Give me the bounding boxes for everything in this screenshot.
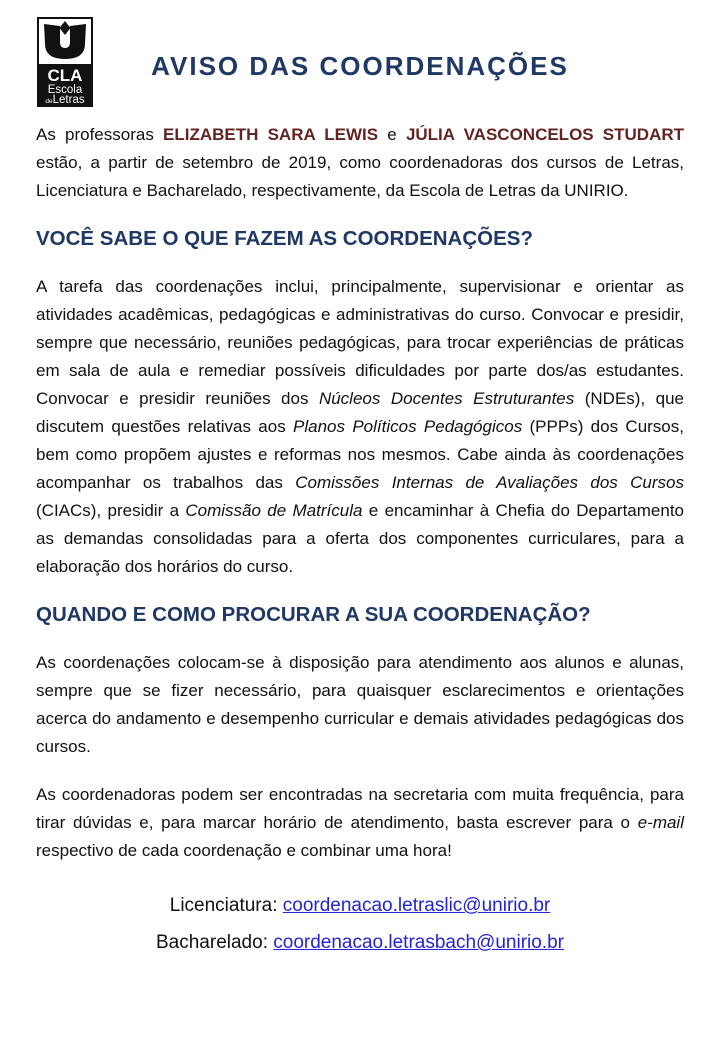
duties-run-2: (PPPs) dos Cursos, bem como propõem ajustes e reformas nos mesmos. Cabe ainda às coordenações acompanhar os trabalhos das — [36, 417, 684, 492]
term-email: e-mail — [637, 813, 684, 832]
professor-name-2: JÚLIA VASCONCELOS STUDART — [405, 125, 685, 144]
svg-text:CLA: CLA — [47, 66, 83, 85]
section-heading-what-coordinations-do: VOCÊ SABE O QUE FAZEM AS COORDENAÇÕES? — [36, 227, 533, 250]
bacharelado-email-link[interactable]: coordenacao.letrasbach@unirio.br — [273, 932, 564, 953]
intro-run-1: e — [378, 125, 406, 144]
duties-run-3: (CIACs), presidir a — [36, 501, 186, 520]
duties-run-0: A tarefa das coordenações inclui, principalmente, supervisionar e orientar as atividades acadêmicas, pedagógicas e administrativas do curso. Convocar e presidir, sempre que necessário, reuniões pedagógicas, para trocar experiências de práticas em sala de aula e remediar possíveis dificuldades por parte dos/as estudantes. Convocar e presidir reuniões dos — [36, 277, 684, 408]
intro-paragraph — [36, 121, 684, 205]
contact-emails — [36, 887, 684, 961]
term-comissoes-internas: Comissões Internas de Avaliações dos Cursos — [295, 473, 684, 492]
licenciatura-email-link[interactable]: coordenacao.letraslic@unirio.br — [282, 895, 551, 916]
page-title: AVISO DAS COORDENAÇÕES — [151, 51, 569, 81]
svg-text:Escola: Escola — [47, 84, 83, 96]
bacharelado-label: Bacharelado: — [156, 932, 274, 953]
term-comissao-matricula: Comissão de Matrícula — [185, 501, 363, 520]
coordination-duties-paragraph — [36, 273, 684, 581]
schedule-run-1: respectivo de cada coordenação e combinar uma hora! — [36, 841, 452, 860]
term-planos-politicos: Planos Políticos Pedagógicos — [293, 417, 523, 436]
licenciatura-label: Licenciatura: — [169, 895, 283, 916]
section-heading-when-how-to-contact: QUANDO E COMO PROCURAR A SUA COORDENAÇÃO? — [36, 603, 591, 626]
intro-run-2: estão, a partir de setembro de 2019, como coordenadoras dos cursos de Letras, Licenciatura e Bacharelado, respectivamente, da Escola de Letras da UNIRIO. — [36, 153, 684, 200]
licenciatura-contact-line — [36, 887, 684, 924]
svg-text:deLetras: deLetras — [45, 94, 85, 106]
bacharelado-contact-line — [36, 924, 684, 961]
term-nucleos-docentes: Núcleos Docentes Estruturantes — [318, 389, 575, 408]
intro-run-0: As professoras — [36, 125, 164, 144]
schedule-run-0: As coordenadoras podem ser encontradas na secretaria com muita frequência, para tirar dúvidas e, para marcar horário de atendimento, basta escrever para o — [36, 785, 684, 832]
availability-paragraph: As coordenações colocam-se à disposição para atendimento aos alunos e alunas, sempre que se fizer necessário, para quaisquer esclarecimentos e orientações acerca do andamento e desempenho curricular e demais atividades pedagógicas dos cursos. — [36, 653, 684, 756]
page-header — [36, 17, 684, 107]
duties-run-4: e encaminhar à Chefia do Departamento as demandas consolidadas para a oferta dos componentes curriculares, para a elaboração dos horários do curso. — [36, 501, 684, 576]
professor-name-1: ELIZABETH SARA LEWIS — [163, 125, 379, 144]
duties-run-1: (NDEs), que discutem questões relativas aos — [36, 389, 685, 436]
how-to-schedule-paragraph — [36, 781, 684, 865]
